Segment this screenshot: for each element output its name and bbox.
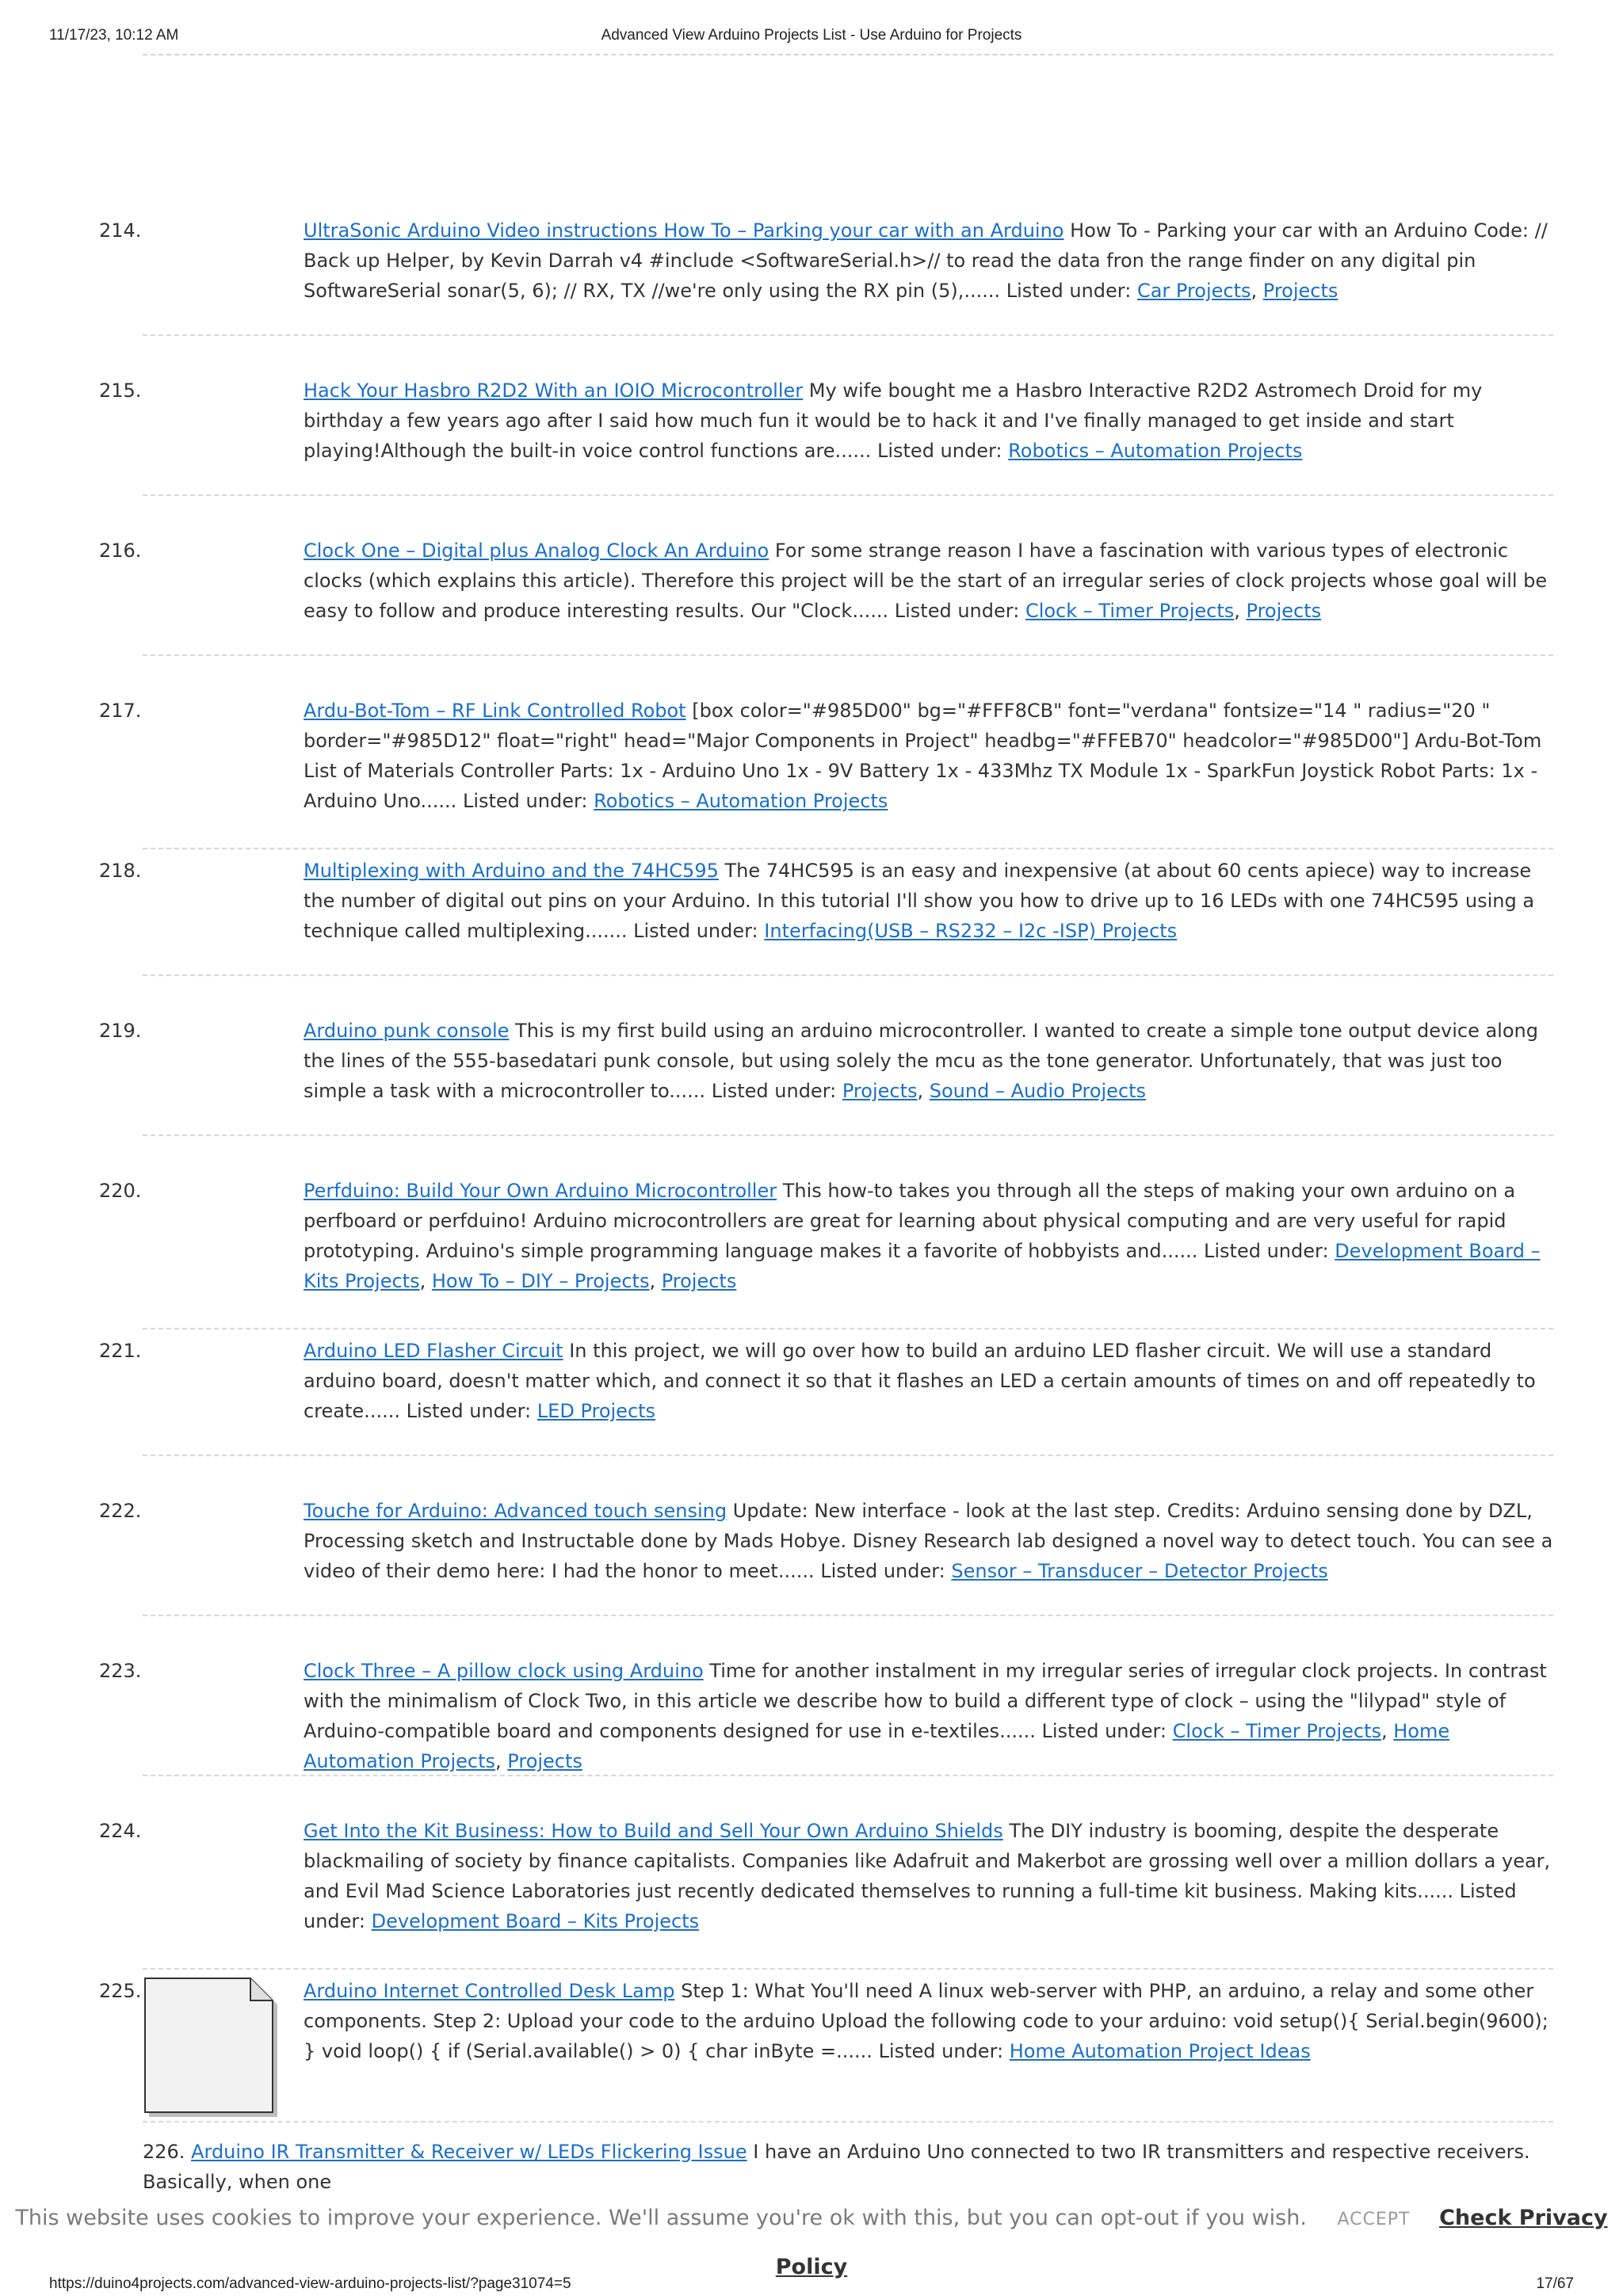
item-divider <box>143 1328 1553 1329</box>
project-title-link[interactable]: Arduino punk console <box>304 1020 510 1042</box>
project-entry-text <box>304 696 1553 816</box>
project-entry-text <box>304 1976 1553 2066</box>
project-entry-text <box>304 1816 1553 1936</box>
item-divider <box>143 848 1553 849</box>
category-link[interactable]: Home Automation Project Ideas <box>1009 2040 1311 2062</box>
project-description: This is my first build using an arduino microcontroller. I wanted to create a simple tone output device along the lines of the 555-basedatari punk console, but using solely the mcu as the tone generator. Unfortunately, that was just too simple a task with a microcontroller to...... <box>304 1020 1538 1102</box>
item-divider <box>143 1775 1553 1776</box>
project-number: 220. <box>99 1180 142 1202</box>
category-link[interactable]: Development Board – Kits Projects <box>371 1910 700 1932</box>
category-link[interactable]: Car Projects <box>1136 280 1251 302</box>
project-description: Time for another instalment in my irregular series of irregular clock projects. In contrast with the minimalism of Clock Two, in this article we describe how to build a different type of clock – using the "lilypad" style of Arduino-compatible board and components designed for use in e-textiles...... <box>304 1660 1547 1742</box>
project-entry-text: Clock One – Digital plus Analog Clock An Arduino For some strange reason I have a fascination with various types of electronic clocks (which explains this article). Therefore this project will be the start of an irregular series of clock projects whose goal will be easy to follow and produce interesting results. Our "Clock...... Listed under: Clock – Timer Projects, Projects <box>304 540 1548 622</box>
project-number: 218. <box>99 860 142 882</box>
item-divider <box>143 334 1553 336</box>
project-title-link[interactable]: UltraSonic Arduino Video instructions How To – Parking your car with an Arduino <box>304 219 1064 242</box>
print-page-number: 17/67 <box>1536 2275 1574 2292</box>
project-description: This how-to takes you through all the steps of making your own arduino on a perfboard or perfduino! Arduino microcontrollers are great for learning about physical computing and are very useful for rapid prototyping. Arduino's simple programming language makes it a favorite of hobbyists and...... <box>304 1180 1516 1262</box>
category-link[interactable]: Projects <box>507 1750 582 1772</box>
category-link[interactable]: Home Automation Projects <box>304 1720 1450 1772</box>
category-link[interactable]: Sensor – Transducer – Detector Projects <box>951 1560 1328 1582</box>
privacy-policy-link[interactable]: Check Privacy Policy <box>775 2206 1608 2279</box>
listed-under-label: Listed under: <box>878 2040 1004 2062</box>
project-entry-text <box>304 856 1553 946</box>
project-title-link[interactable]: Clock Three – A pillow clock using Arduino <box>304 1660 704 1682</box>
project-title-link[interactable]: Arduino Internet Controlled Desk Lamp <box>304 1980 675 2002</box>
document-thumbnail-icon <box>144 1978 277 2117</box>
project-number: 223. <box>99 1660 142 1682</box>
cookie-consent-bar <box>0 2195 1623 2279</box>
category-link[interactable]: Sound – Audio Projects <box>929 1080 1147 1102</box>
project-description: Step 1: What You'll need A linux web-server with PHP, an arduino, a relay and some other components. Step 2: Upload your code to the arduino Upload the following code to your arduino: void setup(){ Serial.begin(9600); } void loop() { if (Serial.available() > 0) { char inByte =...... <box>304 1980 1549 2062</box>
project-description: Update: New interface - look at the last step. Credits: Arduino sensing done by DZL, Processing sketch and Instructable done by Mads Hobye. Disney Research lab designed a novel way to detect touch. You can see a video of their demo here: I had the honor to meet...... <box>304 1500 1553 1582</box>
project-title-link[interactable]: Clock One – Digital plus Analog Clock An Arduino <box>304 540 769 562</box>
project-title-link[interactable]: Multiplexing with Arduino and the 74HC595 <box>304 860 719 882</box>
project-title-link[interactable]: Perfduino: Build Your Own Arduino Microcontroller <box>304 1180 777 1202</box>
project-title-link[interactable]: Hack Your Hasbro R2D2 With an IOIO Microcontroller <box>304 379 804 402</box>
listed-under-label: Listed under: <box>820 1560 945 1582</box>
cookie-message: This website uses cookies to improve your experience. We'll assume you're ok with this, but you can opt-out if you wish. <box>15 2206 1307 2230</box>
category-link[interactable]: Clock – Timer Projects <box>1172 1720 1381 1742</box>
header-divider <box>143 54 1553 55</box>
category-link[interactable]: Robotics – Automation Projects <box>594 790 888 812</box>
project-title-link[interactable]: Ardu-Bot-Tom – RF Link Controlled Robot <box>304 700 686 722</box>
print-page-title: Advanced View Arduino Projects List - Use Arduino for Projects <box>601 27 1022 44</box>
listed-under-label: Listed under: <box>1204 1240 1329 1262</box>
project-title-link[interactable]: Touche for Arduino: Advanced touch sensing <box>304 1500 727 1522</box>
category-link[interactable]: LED Projects <box>537 1400 656 1422</box>
item-divider <box>143 1135 1553 1136</box>
item-divider <box>143 1615 1553 1616</box>
project-number: 215. <box>99 379 142 402</box>
project-number: 222. <box>99 1500 142 1522</box>
project-description: The DIY industry is booming, despite the desperate blackmailing of society by finance capitalists. Companies like Adafruit and Makerbot are grossing well over a million dollars a year, and Evil Mad Science Laboratories just recently dedicated themselves to running a full-time kit business. Making kits...... <box>304 1820 1551 1902</box>
project-description: The 74HC595 is an easy and inexpensive (at about 60 cents apiece) way to increase the number of digital out pins on your Arduino. In this tutorial I'll show you how to drive up to 16 LEDs with one 74HC595 using a technique called multiplexing....... <box>304 860 1535 942</box>
project-number: 221. <box>99 1340 142 1362</box>
listed-under-label: Listed under: <box>633 920 758 942</box>
project-number: 225. <box>99 1980 142 2002</box>
print-header <box>49 27 1574 48</box>
listed-under-label: Listed under: <box>462 790 588 812</box>
category-link[interactable]: Projects <box>1262 280 1338 302</box>
project-entry-text <box>143 2137 1553 2197</box>
category-link[interactable]: Clock – Timer Projects <box>1025 600 1235 622</box>
listed-under-label: Listed under: <box>304 1880 1517 1932</box>
project-entry-text: UltraSonic Arduino Video instructions How To – Parking your car with an Arduino How To - Parking your car with an Arduino Code: // Back up Helper, by Kevin Darrah v4 #include <SoftwareSerial.h>// to read the data fron the range finder on any digital pin SoftwareSerial sonar(5, 6); // RX, TX //we're only using the RX pin (5),...... Listed under: Car Projects, Projects <box>304 219 1548 302</box>
project-title-link[interactable]: Arduino LED Flasher Circuit <box>304 1340 563 1362</box>
project-description: How To - Parking your car with an Arduino Code: // Back up Helper, by Kevin Darrah v4 #include <SoftwareSerial.h>// to read the data fron the range finder on any digital pin SoftwareSerial sonar(5, 6); // RX, TX //we're only using the RX pin (5),...... <box>304 219 1548 302</box>
project-number: 216. <box>99 540 142 562</box>
project-entry-text: Arduino punk console This is my first build using an arduino microcontroller. I wanted to create a simple tone output device along the lines of the 555-basedatari punk console, but using solely the mcu as the tone generator. Unfortunately, that was just too simple a task with a microcontroller to...... Listed under: Projects, Sound – Audio Projects <box>304 1020 1538 1102</box>
project-description: My wife bought me a Hasbro Interactive R2D2 Astromech Droid for my birthday a few years ago after I said how much fun it would be to hack it and I've finally managed to get inside and start playing!Although the built-in voice control functions are...... <box>304 379 1483 462</box>
project-description: [box color="#985D00" bg="#FFF8CB" font="verdana" fontsize="14 " radius="20 " border="#985D12" float="right" head="Major Components in Project" headbg="#FFEB70" headcolor="#985D00"] Ardu-Bot-Tom List of Materials Controller Parts: 1x - Arduino Uno 1x - 9V Battery 1x - 433Mhz TX Module 1x - SparkFun Joystick Robot Parts: 1x - Arduino Uno...... <box>304 700 1542 812</box>
project-title-link[interactable]: Arduino IR Transmitter & Receiver w/ LEDs Flickering Issue <box>191 2141 747 2163</box>
project-entry-text <box>304 1336 1553 1426</box>
project-description: I have an Arduino Uno connected to two IR transmitters and respective receivers. Basically, when one <box>143 2141 1530 2193</box>
project-number: 226. <box>143 2141 185 2163</box>
category-link[interactable]: Interfacing(USB – RS232 – I2c -ISP) Projects <box>764 920 1178 942</box>
project-number: 217. <box>99 700 142 722</box>
listed-under-label: Listed under: <box>1006 280 1132 302</box>
print-datetime: 11/17/23, 10:12 AM <box>49 27 179 44</box>
project-entry-text: Clock Three – A pillow clock using Arduino Time for another instalment in my irregular series of irregular clock projects. In contrast with the minimalism of Clock Two, in this article we describe how to build a different type of clock – using the "lilypad" style of Arduino-compatible board and components designed for use in e-textiles...... Listed under: Clock – Timer Projects, Home Automation Projects, Projects <box>304 1660 1547 1772</box>
category-link[interactable]: Projects <box>842 1080 918 1102</box>
project-title-link[interactable]: Get Into the Kit Business: How to Build and Sell Your Own Arduino Shields <box>304 1820 1003 1842</box>
category-link[interactable]: Projects <box>1246 600 1322 622</box>
project-entry-text <box>304 1496 1553 1586</box>
item-divider <box>143 2121 1553 2122</box>
listed-under-label: Listed under: <box>406 1400 532 1422</box>
listed-under-label: Listed under: <box>711 1080 837 1102</box>
project-description: In this project, we will go over how to build an arduino LED flasher circuit. We will use a standard arduino board, doesn't matter which, and connect it so that it flashes an LED a certain amounts of times on and off repeatedly to create...... <box>304 1340 1536 1422</box>
print-url: https://duino4projects.com/advanced-view-arduino-projects-list/?page31074=5 <box>49 2275 571 2292</box>
project-number: 219. <box>99 1020 142 1042</box>
category-link[interactable]: Robotics – Automation Projects <box>1008 440 1303 462</box>
listed-under-label: Listed under: <box>1041 1720 1167 1742</box>
item-divider <box>143 494 1553 496</box>
listed-under-label: Listed under: <box>894 600 1020 622</box>
category-link[interactable]: Development Board – Kits Projects <box>304 1240 1541 1292</box>
item-divider <box>143 974 1553 976</box>
item-divider <box>143 1968 1553 1970</box>
project-number: 214. <box>99 219 142 242</box>
category-link[interactable]: Projects <box>661 1270 737 1292</box>
project-entry-text: Perfduino: Build Your Own Arduino Microcontroller This how-to takes you through all the steps of making your own arduino on a perfboard or perfduino! Arduino microcontrollers are great for learning about physical computing and are very useful for rapid prototyping. Arduino's simple programming language makes it a favorite of hobbyists and...... Listed under: Development Board – Kits Projects, How To – DIY – Projects, Projects <box>304 1180 1541 1292</box>
print-footer <box>49 2275 1574 2296</box>
project-description: For some strange reason I have a fascination with various types of electronic clocks (which explains this article). Therefore this project will be the start of an irregular series of clock projects whose goal will be easy to follow and produce interesting results. Our "Clock...... <box>304 540 1548 622</box>
item-divider <box>143 1455 1553 1456</box>
item-divider <box>143 654 1553 656</box>
cookie-accept-button[interactable]: ACCEPT <box>1337 2210 1411 2229</box>
category-link[interactable]: How To – DIY – Projects <box>431 1270 650 1292</box>
listed-under-label: Listed under: <box>876 440 1002 462</box>
project-number: 224. <box>99 1820 142 1842</box>
project-entry-text <box>304 376 1553 466</box>
